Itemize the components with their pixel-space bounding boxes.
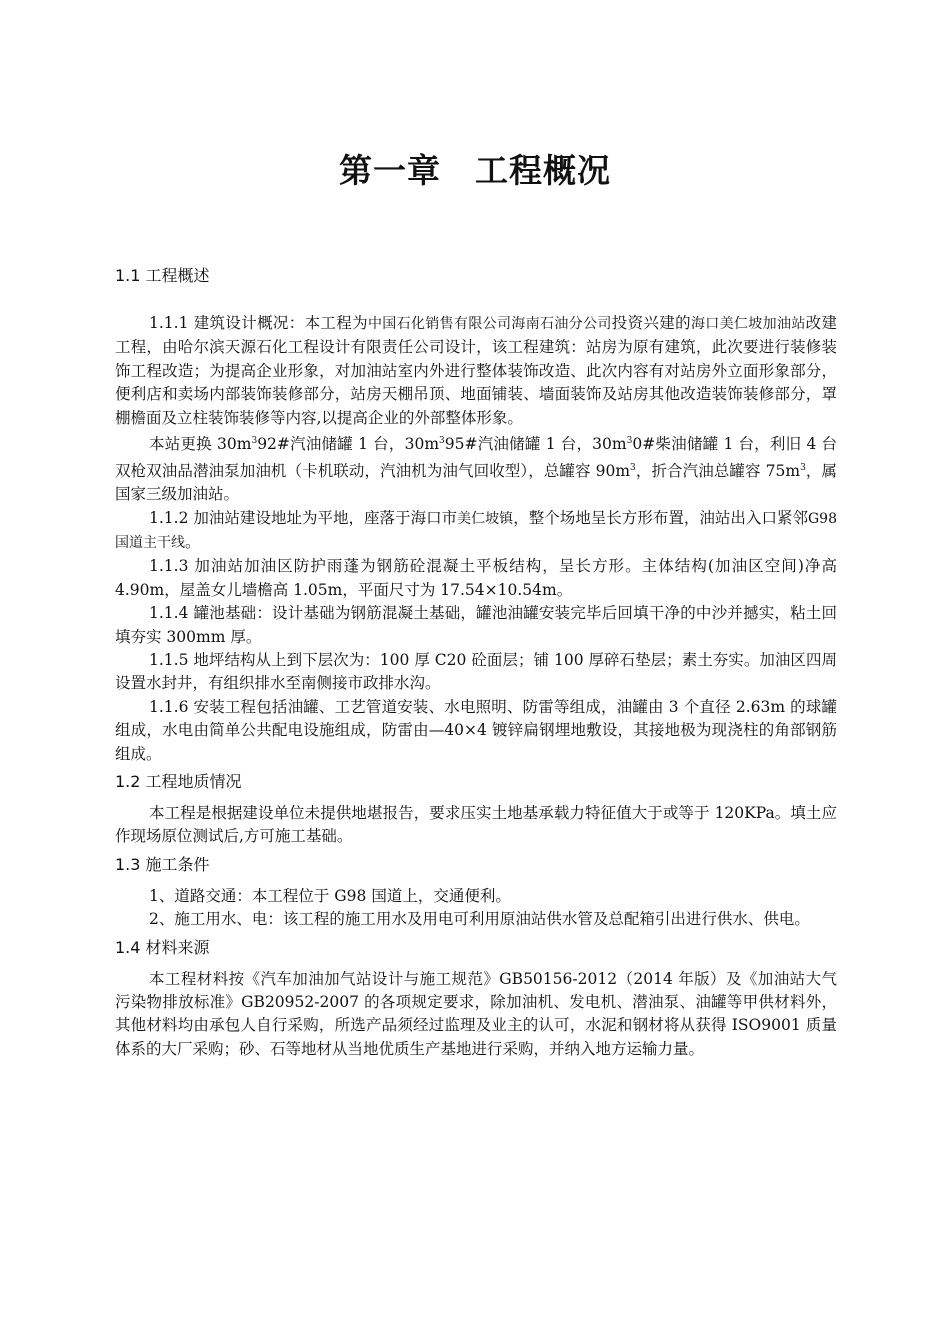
superscript: 3	[626, 436, 633, 447]
document-body	[115, 264, 837, 1061]
text-run: 92#汽油储罐 1 台，30m	[257, 435, 440, 454]
road-name: G98 国道主干线	[115, 510, 837, 551]
section-heading-1-2: 1.2 工程地质情况	[115, 772, 242, 792]
paragraph-1-1-6: 1.1.6 安装工程包括油罐、工艺管道安装、水电照明、防雷等组成，油罐由 3 个直径 2.63m 的球罐组成，水电由简单公共配电设施组成，防雷由—40×4 镀锌扁钢埋地敷设，其接地极为现浇柱的角部钢筋组成。	[115, 697, 837, 763]
paragraph-1-1-2	[115, 507, 837, 556]
superscript: 3	[439, 436, 445, 447]
station-name: 海口美仁坡加油站	[690, 316, 806, 332]
paragraph-1-2: 本工程是根据建设单位未提供地堪报告，要求压实土地基承载力特征值大于或等于 120KPa。填土应作现场原位测试后,方可施工基础。	[115, 804, 837, 846]
text-run: 投资兴建的	[611, 314, 691, 332]
superscript: 3	[800, 462, 806, 473]
text-run: 改建工程，由哈尔滨天源石化工程设计有限责任公司设计，该工程建筑：站房为原有建筑，此次要进行装修装饰工程改造；为提高企业形象，对加油站室内外进行整体装饰改造、此次内容有对站房外立面形象部分，便利店和卖场内部装饰装修部分，站房天棚吊顶、地面铺装、墙面装饰及站房其他改造装饰装修部分，罩棚檐面及立柱装饰装修等内容,以提高企业的外部整体形象。	[115, 314, 837, 427]
section-heading-1-4: 1.4 材料来源	[115, 937, 210, 957]
paragraph-1-1-4: 1.1.4 罐池基础：设计基础为钢筋混凝土基础，罐池油罐安装完毕后回填干净的中沙并撼实，粘土回填夯实 300mm 厚。	[115, 604, 837, 646]
text-run: 。	[185, 532, 201, 551]
text-run: ，整个场地呈长方形布置，油站出入口紧邻	[513, 508, 808, 527]
paragraph-1-3-2: 2、施工用水、电：该工程的施工用水及用电可利用原油站供水管及总配箱引出进行供水、供电。	[149, 910, 810, 929]
town-name: 美仁坡镇	[457, 510, 514, 527]
text-run: 95#汽油储罐 1 台，30m	[444, 435, 627, 454]
section-heading-1-3: 1.3 施工条件	[115, 854, 210, 874]
text-run: ，属国家三级加油站。	[115, 461, 837, 504]
text-run: 1.1.2 加油站建设地址为平地，座落于海口市	[149, 508, 458, 527]
text-run: 1.1.1 建筑设计概况：本工程为	[149, 314, 368, 332]
paragraph-1-3-1: 1、道路交通：本工程位于 G98 国道上，交通便利。	[149, 886, 511, 905]
superscript: 3	[251, 436, 258, 447]
paragraph-1-4: 本工程材料按《汽车加油加气站设计与施工规范》GB50156-2012（2014 年版）及《加油站大气污染物排放标准》GB20952-2007 的各项规定要求，除加油机、发电机、潜油泵、油罐等甲供材料外，其他材料均由承包人自行采购，所选产品须经过监理及业主的认可，水泥和钢材将从获得 ISO9001 质量体系的大厂采购；砂、石等地材从当地优质生产基地进行采购，并纳入地方运输力量。	[115, 969, 837, 1058]
chapter-title: 第一章 工程概况	[339, 151, 611, 190]
section-heading-1-1: 1.1 工程概述	[115, 266, 210, 285]
text-run: ，折合汽油总罐容 75m	[635, 461, 801, 480]
text-run: 0#柴油储罐 1 台，利旧 4 台双枪双油品潜油泵加油机（卡机联动，汽油机为油气回收型），总罐容 90m	[115, 435, 837, 480]
paragraph-1-1-1	[115, 312, 837, 430]
paragraph-1-1-5: 1.1.5 地坪结构从上到下层次为：100 厚 C20 砼面层；铺 100 厚碎石垫层；素土夯实。加油区四周设置水封井，有组织排水至南侧接市政排水沟。	[115, 651, 837, 693]
company-name: 中国石化销售有限公司海南石油分公司	[367, 316, 612, 332]
paragraph-1-1-3: 1.1.3 加油站加油区防护雨蓬为钢筋砼混凝土平板结构，呈长方形。主体结构(加油区空间)净高 4.90m，屋盖女儿墙檐高 1.05m，平面尺寸为 17.54×10.54m。	[115, 557, 837, 599]
superscript: 3	[630, 462, 636, 473]
text-run: 本站更换 30m	[149, 435, 252, 454]
paragraph-tank-replacement	[115, 430, 837, 507]
